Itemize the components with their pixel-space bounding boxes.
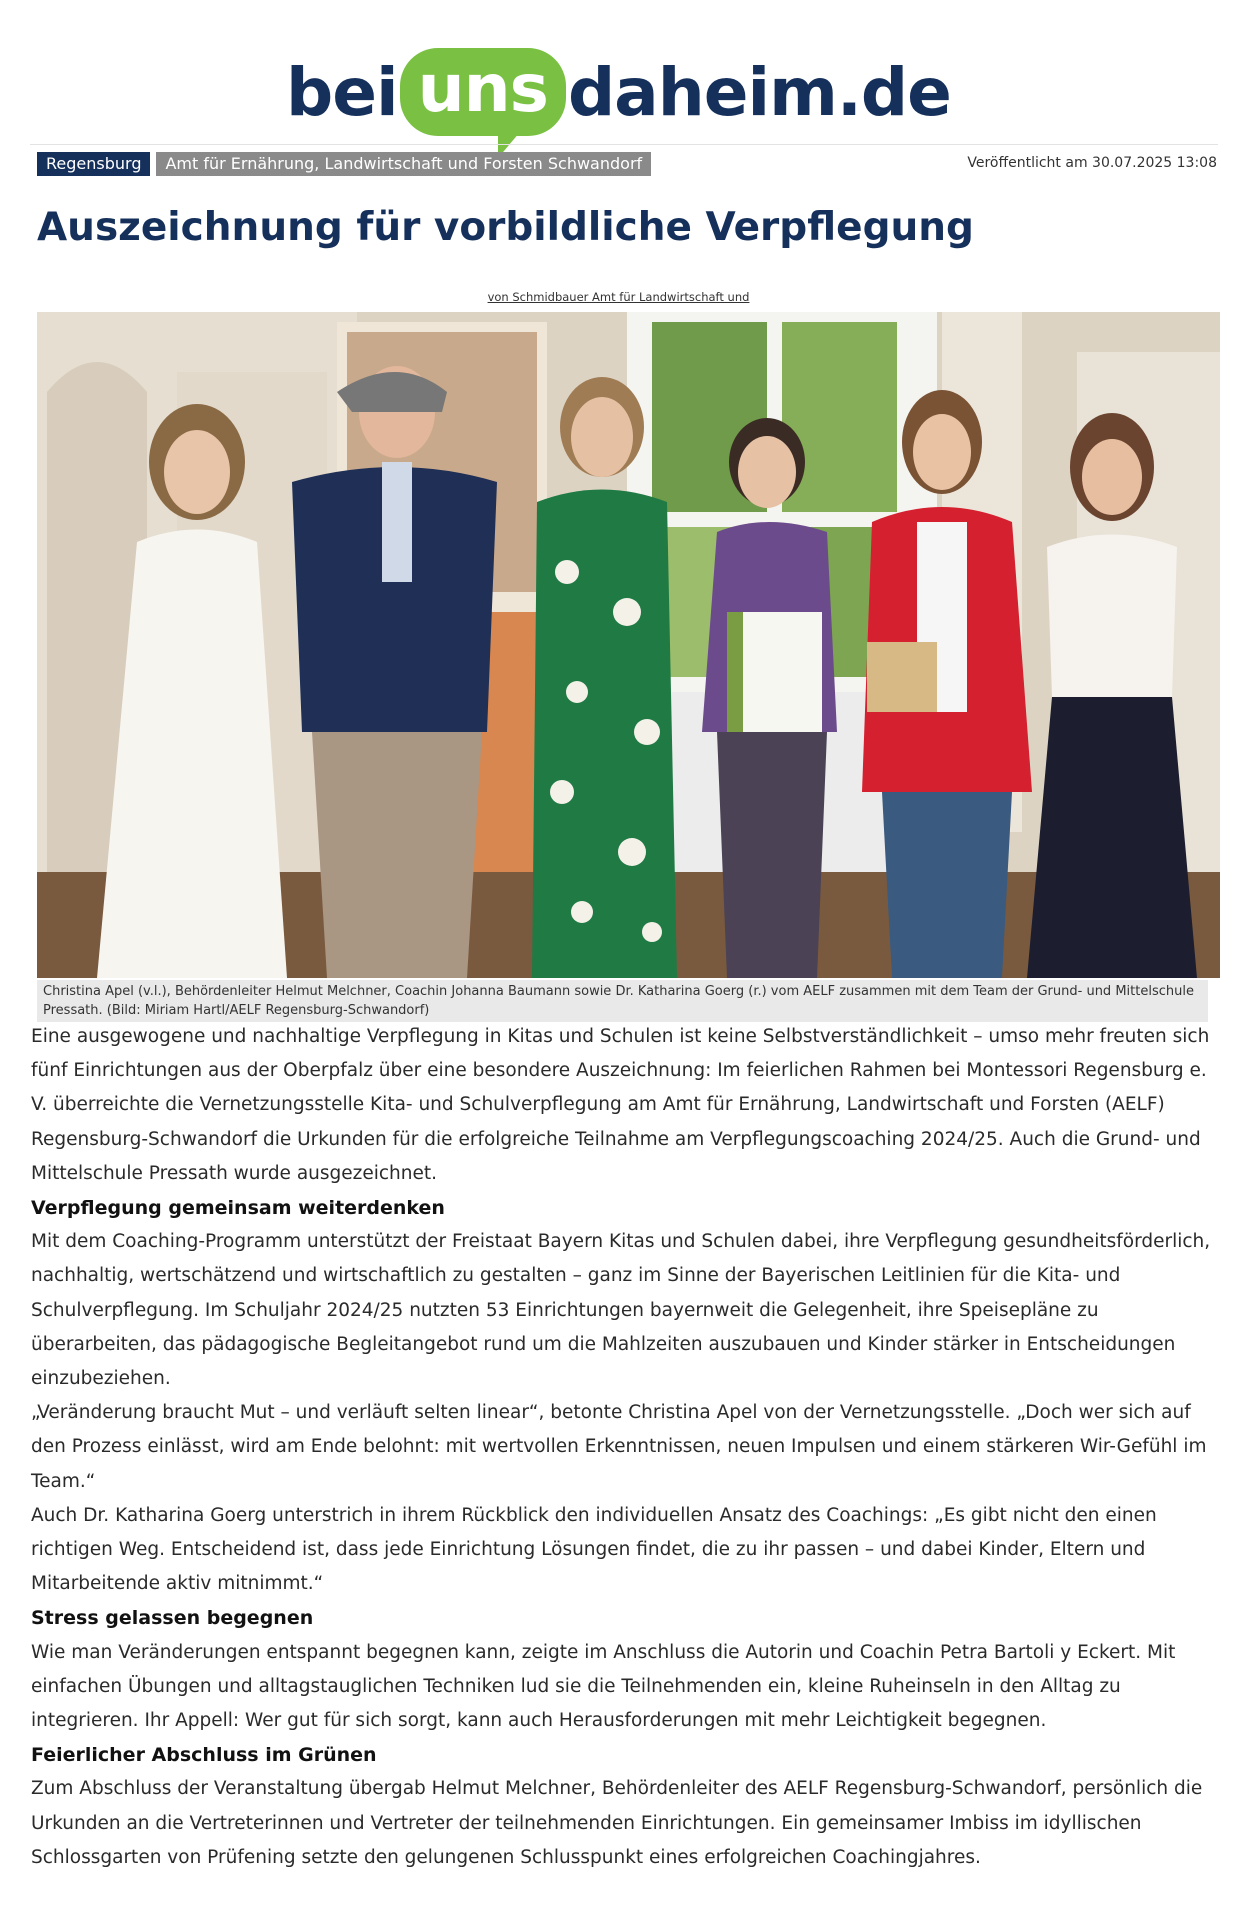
publish-date: Veröffentlicht am 30.07.2025 13:08 — [967, 155, 1217, 171]
article-paragraph: Wie man Veränderungen entspannt begegnen kann, zeigte im Anschluss die Autorin und Coachin Petra Bartoli y Eckert. Mit einfachen Übungen und alltagstauglichen Techniken lud sie die Teilnehmenden ein, kleine Ruheinseln in den Alltag zu integrieren. Ihr Appell: Wer gut für sich sorgt, kann auch Herausforderungen mit mehr Leichtigkeit begegnen. — [31, 1641, 1176, 1732]
group-photo-illustration — [37, 312, 1220, 978]
article-paragraph: Zum Abschluss der Veranstaltung übergab Helmut Melchner, Behördenleiter des AELF Regensburg-Schwandorf, persönlich die Urkunden an die Vertreterinnen und Vertreter der teilnehmenden Einrichtungen. Ein gemeinsamer Imbiss im idyllischen Schlossgarten von Prüfening setzte den gelungenen Schlusspunkt eines erfolgreichen Coachingjahres. — [31, 1778, 1203, 1868]
header-divider — [30, 144, 1218, 145]
site-logo[interactable] — [0, 42, 1237, 142]
author-byline[interactable]: von Schmidbauer Amt für Landwirtschaft und — [487, 290, 750, 304]
logo-part-bei: bei — [286, 53, 398, 131]
subheading-abschluss: Feierlicher Abschluss im Grünen — [31, 1744, 377, 1767]
tag-source[interactable]: Amt für Ernährung, Landwirtschaft und Forsten Schwandorf — [156, 152, 651, 176]
article-intro: Eine ausgewogene und nachhaltige Verpflegung in Kitas und Schulen ist keine Selbstverständlichkeit – umso mehr freuten sich fünf Einrichtungen aus der Oberpfalz über eine besondere Auszeichnung: Im feierlichen Rahmen bei Montessori Regensburg e. V. überreichte die Vernetzungsstelle Kita- und Schulverpflegung am Amt für Ernährung, Landwirtschaft und Forsten (AELF) Regensburg-Schwandorf die Urkunden für die erfolgreiche Teilnahme am Verpflegungscoaching 2024/25. Auch die Grund- und Mittelschule Pressath wurde ausgezeichnet. — [31, 1026, 1210, 1184]
article-photo — [37, 312, 1220, 978]
article-paragraph: Auch Dr. Katharina Goerg unterstrich in ihrem Rückblick den individuellen Ansatz des Coachings: „Es gibt nicht den einen richtigen Weg. Entscheidend ist, dass jede Einrichtung Lösungen findet, die zu ihr passen – und dabei Kinder, Eltern und Mitarbeitende aktiv mitnimmt.“ — [31, 1504, 1157, 1595]
logo-part-daheim: daheim.de — [567, 53, 951, 131]
article-paragraph: Mit dem Coaching-Programm unterstützt der Freistaat Bayern Kitas und Schulen dabei, ihre Verpflegung gesundheitsförderlich, nachhaltig, wertschätzend und wirtschaftlich zu gestalten – ganz im Sinne der Bayerischen Leitlinien für die Kita- und Schulverpflegung. Im Schuljahr 2024/25 nutzten 53 Einrichtungen bayernweit die Gelegenheit, ihre Speisepläne zu überarbeiten, das pädagogische Begleitangebot rund um die Mahlzeiten auszubauen und Kinder stärker in Entscheidungen einzubeziehen. — [31, 1231, 1211, 1390]
photo-caption: Christina Apel (v.l.), Behördenleiter Helmut Melchner, Coachin Johanna Baumann sowie Dr. Katharina Goerg (r.) vom AELF zusammen mit dem Team der Grund- und Mittelschule Pressath. (Bild: Miriam Hartl/AELF Regensburg-Schwandorf) — [37, 980, 1208, 1022]
subheading-stress: Stress gelassen begegnen — [31, 1607, 314, 1630]
logo-speech-bubble: uns — [400, 48, 566, 136]
article-paragraph: „Veränderung braucht Mut – und verläuft selten linear“, betonte Christina Apel von der Vernetzungsstelle. „Doch wer sich auf den Prozess einlässt, wird am Ende belohnt: mit wertvollen Erkenntnissen, neuen Impulsen und einem stärkeren Wir-Gefühl im Team.“ — [31, 1402, 1207, 1492]
subheading-verpflegung: Verpflegung gemeinsam weiterdenken — [31, 1197, 445, 1220]
article-body — [31, 1020, 1211, 1875]
category-tags — [37, 152, 651, 176]
tag-region[interactable]: Regensburg — [37, 152, 150, 176]
article-headline: Auszeichnung für vorbildliche Verpflegung — [37, 205, 974, 250]
